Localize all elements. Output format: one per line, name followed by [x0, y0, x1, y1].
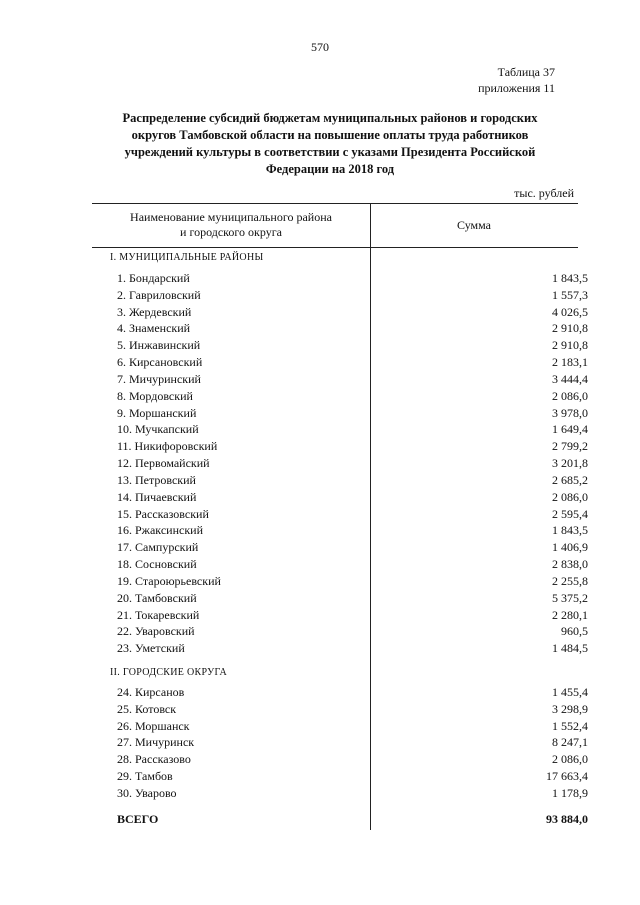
table-row: [92, 271, 588, 288]
table-row: [92, 785, 588, 803]
name-column-header-line: Наименование муниципального района: [130, 210, 332, 224]
units-label: тыс. рублей: [514, 186, 574, 200]
row-value: 2 280,1: [552, 607, 588, 622]
total-row: [92, 812, 588, 829]
row-value: 2 910,8: [552, 321, 588, 336]
row-label: 5. Инжавинский: [117, 338, 201, 353]
table-number: Таблица 37: [497, 65, 555, 79]
row-label: 18. Сосновский: [117, 557, 197, 572]
name-column-header-line: и городского округа: [180, 225, 282, 239]
row-label: 7. Мичуринский: [117, 371, 201, 386]
row-label: 3. Жердевский: [117, 304, 192, 319]
row-value: 1 552,4: [552, 718, 588, 733]
title-line: округов Тамбовской области на повышение оплаты труда работников: [131, 128, 529, 142]
row-label: 15. Рассказовский: [117, 506, 209, 521]
table-row: [92, 624, 588, 641]
table-reference: [478, 64, 555, 96]
title-line: Распределение субсидий бюджетам муниципальных районов и городских: [122, 111, 538, 125]
row-value: 960,5: [561, 624, 588, 639]
row-value: 1 843,5: [552, 523, 588, 538]
table-row: [92, 355, 588, 372]
table-row: [92, 523, 588, 540]
row-value: 2 910,8: [552, 338, 588, 353]
row-value: 3 978,0: [552, 405, 588, 420]
total-label: ВСЕГО: [117, 812, 159, 826]
row-value: 2 086,0: [552, 388, 588, 403]
table-row: [92, 456, 588, 473]
table-row: [92, 701, 588, 719]
section-heading-okrugs: II. ГОРОДСКИЕ ОКРУГА: [110, 667, 228, 678]
row-label: 17. Сампурский: [117, 540, 199, 555]
sum-column-header: Сумма: [457, 218, 491, 232]
row-value: 3 201,8: [552, 456, 588, 471]
row-label: 19. Староюрьевский: [117, 573, 221, 588]
row-label: 12. Первомайский: [117, 456, 210, 471]
table-row: [92, 769, 588, 786]
appendix-reference: приложения 11: [478, 81, 555, 95]
row-value: 2 255,8: [552, 573, 588, 588]
row-label: 11. Никифоровский: [117, 439, 218, 454]
row-label: 16. Ржаксинский: [117, 523, 203, 538]
table-row: [92, 439, 588, 456]
row-value: 2 799,2: [552, 439, 588, 454]
table-row: [92, 590, 588, 608]
row-label: 28. Рассказово: [117, 752, 191, 767]
row-value: 1 843,5: [552, 271, 588, 285]
row-value: 17 663,4: [546, 769, 588, 784]
row-label: 10. Мучкапский: [117, 422, 199, 437]
row-value: 1 178,9: [552, 785, 588, 800]
table-row: [92, 388, 588, 406]
row-label: 27. Мичуринск: [117, 735, 195, 750]
table-row: [92, 472, 588, 490]
table-header: [92, 203, 578, 248]
page-number: 570: [311, 40, 329, 54]
row-label: 26. Моршанск: [117, 718, 190, 733]
table-row: [92, 287, 588, 305]
table-row: [92, 735, 588, 752]
table-row: [92, 506, 588, 524]
row-label: 29. Тамбов: [117, 769, 173, 784]
title-line: Федерации на 2018 год: [265, 162, 395, 176]
row-value: 2 838,0: [552, 557, 588, 572]
row-value: 1 484,5: [552, 641, 588, 656]
table-row: [92, 718, 588, 736]
table-row: [92, 573, 588, 591]
table-row: [92, 371, 588, 389]
table-row: [92, 685, 588, 702]
row-label: 2. Гавриловский: [117, 287, 201, 302]
title-line: учреждений культуры в соответствии с указами Президента Российской: [124, 145, 536, 159]
row-value: 1 406,9: [552, 540, 588, 555]
table-row: [92, 321, 588, 338]
table-row: [92, 338, 588, 355]
row-label: 14. Пичаевский: [117, 489, 197, 504]
row-value: 1 557,3: [552, 287, 588, 302]
row-label: 9. Моршанский: [117, 405, 197, 420]
table-row: [92, 489, 588, 507]
row-label: 20. Тамбовский: [117, 590, 197, 605]
table-row: [92, 422, 588, 439]
row-value: 5 375,2: [552, 590, 588, 605]
row-value: 2 086,0: [552, 752, 588, 767]
row-value: 2 685,2: [552, 472, 588, 487]
table-row: [92, 607, 588, 625]
row-label: 30. Уварово: [117, 785, 177, 800]
table-row: [92, 557, 588, 574]
total-value: 93 884,0: [546, 812, 588, 826]
row-value: 4 026,5: [552, 304, 588, 319]
table-row: [92, 405, 588, 423]
row-value: 1 455,4: [552, 685, 588, 699]
document-title: [100, 110, 560, 178]
table-row: [92, 752, 588, 769]
table-row: [92, 641, 588, 658]
row-label: 13. Петровский: [117, 472, 196, 487]
row-label: 24. Кирсанов: [117, 685, 185, 699]
row-label: 1. Бондарский: [117, 271, 190, 285]
row-value: 2 183,1: [552, 355, 588, 370]
row-label: 21. Токаревский: [117, 607, 200, 622]
row-value: 1 649,4: [552, 422, 588, 437]
row-label: 22. Уваровский: [117, 624, 195, 639]
row-value: 8 247,1: [552, 735, 588, 750]
row-label: 4. Знаменский: [117, 321, 191, 336]
row-label: 23. Уметский: [117, 641, 185, 656]
row-value: 2 595,4: [552, 506, 588, 521]
row-label: 25. Котовск: [117, 701, 177, 716]
row-label: 8. Мордовский: [117, 388, 193, 403]
name-column-header: [92, 210, 370, 240]
row-value: 3 444,4: [552, 371, 588, 386]
row-value: 3 298,9: [552, 701, 588, 716]
table-row: [92, 304, 588, 322]
row-value: 2 086,0: [552, 489, 588, 504]
row-label: 6. Кирсановский: [117, 355, 203, 370]
section-heading-districts: I. МУНИЦИПАЛЬНЫЕ РАЙОНЫ: [110, 252, 264, 263]
table-row: [92, 540, 588, 557]
